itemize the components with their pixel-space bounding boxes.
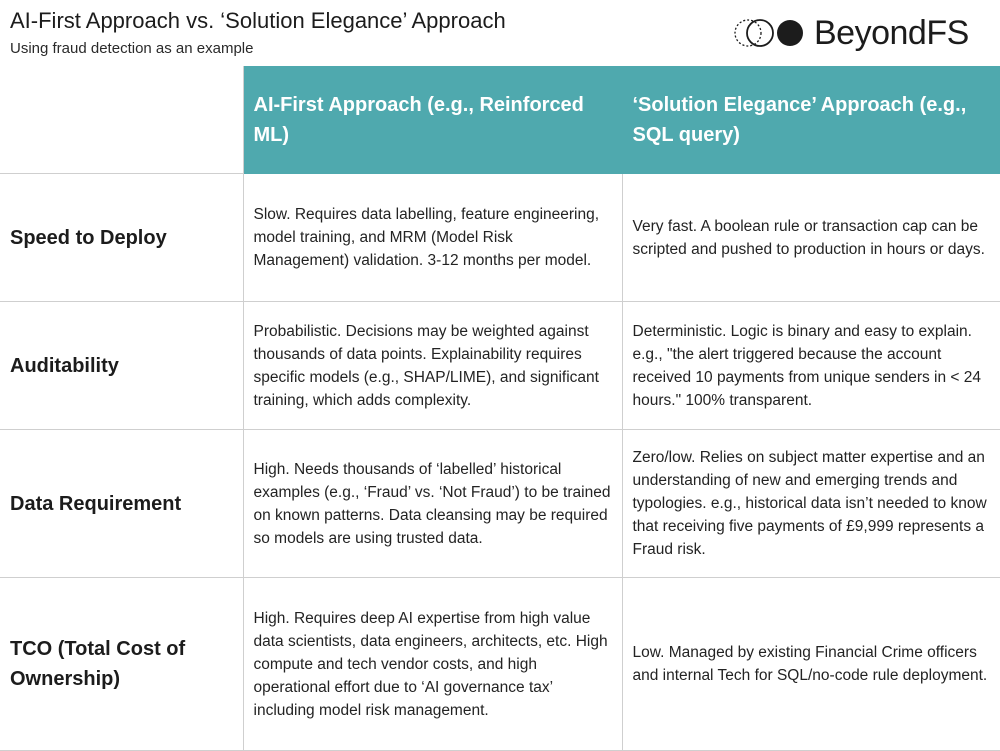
column-header-ai-first: AI-First Approach (e.g., Reinforced ML) xyxy=(243,67,622,174)
cell-ai-first: Probabilistic. Decisions may be weighted against thousands of data points. Explainability requires specific models (e.g., SHAP/LIME), and significant training, which adds complexity. xyxy=(243,302,622,430)
cell-solution-elegance: Deterministic. Logic is binary and easy to explain. e.g., "the alert triggered because the account received 10 payments from unique senders in < 24 hours." 100% transparent. xyxy=(622,302,1000,430)
header-corner-cell xyxy=(0,67,243,174)
table-row xyxy=(0,578,1000,751)
cell-ai-first: High. Needs thousands of ‘labelled’ historical examples (e.g., ‘Fraud’ vs. ‘Not Fraud’) to be trained on known patterns. Data cleansing may be required so models are using trusted data. xyxy=(243,430,622,578)
comparison-table xyxy=(0,66,1000,751)
cell-ai-first: Slow. Requires data labelling, feature engineering, model training, and MRM (Model Risk Management) validation. 3-12 months per model. xyxy=(243,174,622,302)
page-title: AI-First Approach vs. ‘Solution Elegance’ Approach xyxy=(10,8,506,33)
brand-logo xyxy=(732,12,969,54)
table-row xyxy=(0,302,1000,430)
page-header xyxy=(0,0,1000,66)
row-label-tco: TCO (Total Cost of Ownership) xyxy=(0,578,243,751)
cell-ai-first: High. Requires deep AI expertise from high value data scientists, data engineers, architects, etc. High compute and tech vendor costs, and high operational effort due to ‘AI governance tax’ including model risk management. xyxy=(243,578,622,751)
cell-solution-elegance: Very fast. A boolean rule or transaction cap can be scripted and pushed to production in hours or days. xyxy=(622,174,1000,302)
table-row xyxy=(0,430,1000,578)
row-label-speed-to-deploy: Speed to Deploy xyxy=(0,174,243,302)
table-header-row xyxy=(0,67,1000,174)
logo-text: BeyondFS xyxy=(814,13,969,52)
page-subtitle: Using fraud detection as an example xyxy=(10,40,254,57)
row-label-auditability: Auditability xyxy=(0,302,243,430)
column-header-solution-elegance: ‘Solution Elegance’ Approach (e.g., SQL query) xyxy=(622,67,1000,174)
row-label-data-requirement: Data Requirement xyxy=(0,430,243,578)
table-row xyxy=(0,174,1000,302)
cell-solution-elegance: Low. Managed by existing Financial Crime officers and internal Tech for SQL/no-code rule deployment. xyxy=(622,578,1000,751)
cell-solution-elegance: Zero/low. Relies on subject matter expertise and an understanding of new and emerging trends and typologies. e.g., historical data isn’t needed to know that receiving five payments of £9,999 represents a Fraud risk. xyxy=(622,430,1000,578)
logo-mark-icon xyxy=(732,16,806,50)
